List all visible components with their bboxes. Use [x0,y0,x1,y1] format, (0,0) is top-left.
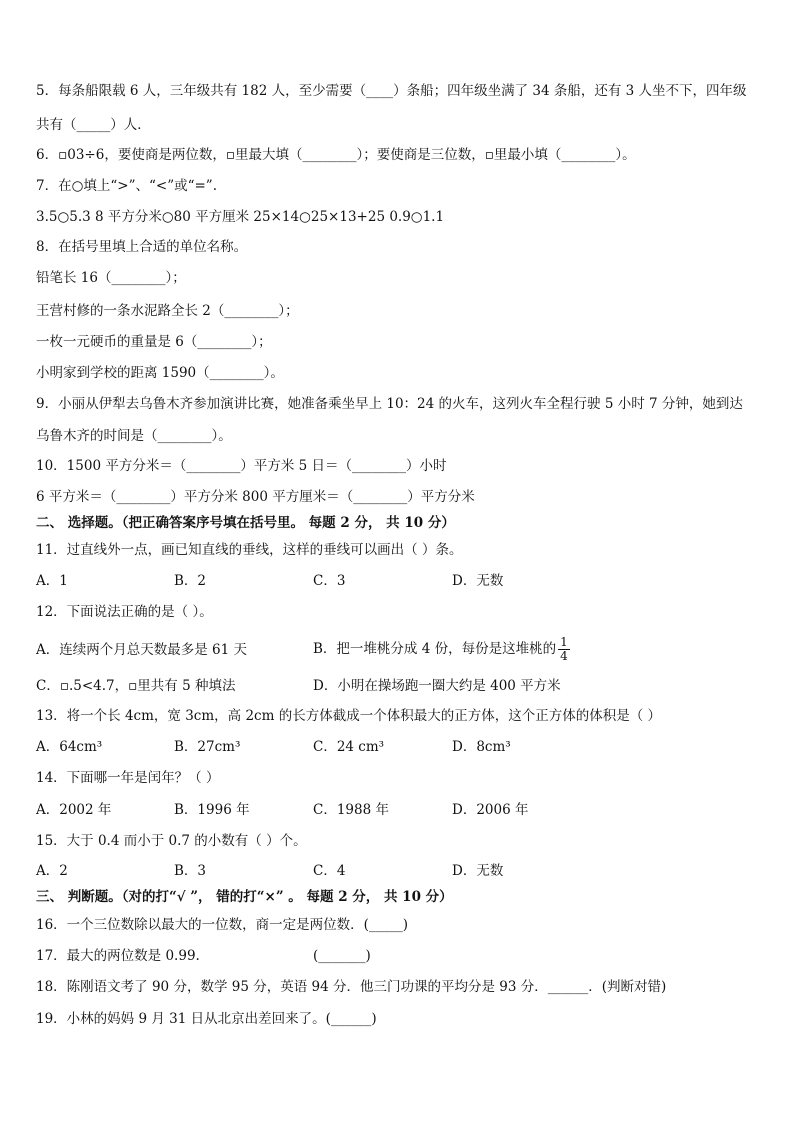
q14-option-d: D．2006 年 [452,802,529,818]
q16: 16．一个三位数除以最大的一位数，商一定是两位数．(_____) [36,917,408,933]
q13-option-a: A．64cm³ [36,739,103,755]
q15-stem: 15．大于 0.4 而小于 0.7 的小数有（ ）个。 [36,833,307,849]
q11-option-b: B．2 [174,573,207,589]
q13-stem: 13．将一个长 4cm，宽 3cm，高 2cm 的长方体截成一个体积最大的正方体，这个正方体的体积是（ ） [36,708,661,724]
q10-line2: 6 平方米＝（________）平方分米 800 平方厘米＝（________）平方分米 [36,489,475,505]
q15-option-b: B．3 [174,863,207,879]
q19: 19．小林的妈妈 9 月 31 日从北京出差回来了。(______) [36,1011,377,1027]
q18: 18．陈刚语文考了 90 分，数学 95 分，英语 94 分．他三门功课的平均分是 93 分．______．(判断对错) [36,979,667,995]
q8-title: 8．在括号里填上合适的单位名称。 [36,239,248,255]
fraction-denominator: 4 [560,649,568,663]
q12-stem: 12．下面说法正确的是（ ）。 [36,604,213,620]
q11-option-c: C．3 [313,573,346,589]
q13-option-b: B．27cm³ [174,739,241,755]
q13-option-d: D．8cm³ [452,739,511,755]
q14-option-a: A．2002 年 [36,802,112,818]
q12-option-a: A．连续两个月总天数最多是 61 天 [36,642,248,658]
q5-line1: 5．每条船限载 6 人，三年级共有 182 人，至少需要（____）条船；四年级坐满了 34 条船，还有 3 人坐不下，四年级 [36,83,747,99]
q17-stem: 17．最大的两位数是 0.99. [36,948,200,964]
q8-d: 小明家到学校的距离 1590（________）。 [36,365,284,381]
q14-option-c: C．1988 年 [313,802,389,818]
q12-option-c: C．▫.5<4.7，▫里共有 5 种填法 [36,678,236,694]
q9-line2: 乌鲁木齐的时间是（________）。 [36,428,232,444]
q7-items: 3.5○5.3 8 平方分米○80 平方厘米 25×14○25×13+25 0.9○1.1 [36,209,445,225]
q12-option-b-text: B．把一堆桃分成 4 份，每份是这堆桃的 [313,641,557,657]
q9-line1: 9．小丽从伊犁去乌鲁木齐参加演讲比赛，她准备乘坐早上 10：24 的火车，这列火车全程行驶 5 小时 7 分钟，她到达 [36,396,743,412]
q12-option-d: D．小明在操场跑一圈大约是 400 平方米 [313,678,561,694]
fraction-one-quarter [558,636,570,663]
q5-line2: 共有（_____）人． [36,117,151,133]
q8-a: 铅笔长 16（________）； [36,270,186,286]
section-2-heading: 二、 选择题。（把正确答案序号填在括号里。 每题 2 分， 共 10 分） [36,515,455,531]
q14-option-b: B．1996 年 [174,802,250,818]
q7-title: 7．在○填上“>”、“<”或“=”. [36,178,218,194]
q15-option-a: A．2 [36,863,68,879]
q10-line1: 10．1500 平方分米＝（________）平方米 5 日＝（________）小时 [36,458,447,474]
q13-option-c: C．24 cm³ [313,739,385,755]
section-3-heading: 三、 判断题。（对的打“√ ”， 错的打“×” 。 每题 2 分， 共 10 分） [36,889,453,905]
q6: 6．▫03÷6，要使商是两位数，▫里最大填（________）；要使商是三位数，▫里最小填（________）。 [36,147,636,163]
q8-b: 王营村修的一条水泥路全长 2（________）； [36,303,299,319]
fraction-numerator: 1 [560,635,568,649]
q15-option-d: D．无数 [452,863,504,879]
q17-blank: (_______) [313,948,371,964]
q11-stem: 11．过直线外一点，画已知直线的垂线，这样的垂线可以画出（ ）条。 [36,542,463,558]
q11-option-a: A．1 [36,573,68,589]
q12-option-b [313,632,570,666]
q11-option-d: D．无数 [452,573,504,589]
q14-stem: 14．下面哪一年是闰年？（ ） [36,770,220,786]
q8-c: 一枚一元硬币的重量是 6（________）； [36,334,272,350]
q15-option-c: C．4 [313,863,346,879]
